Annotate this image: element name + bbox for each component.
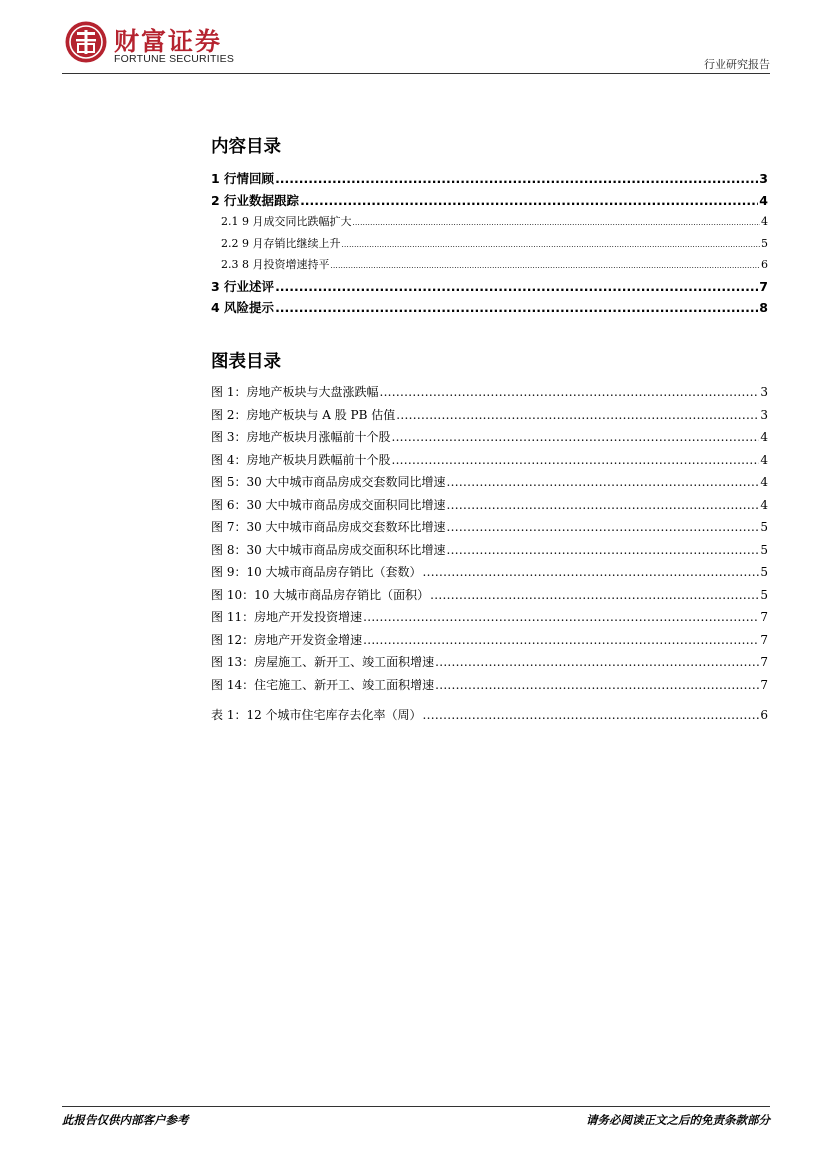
toc-entry-label: 2.3 8 月投资增速持平	[221, 258, 330, 271]
toc-subentry[interactable]	[211, 211, 768, 233]
figure-entry[interactable]	[211, 674, 768, 697]
figure-entry-page: 4	[760, 430, 768, 444]
toc-entry-label: 2.1 9 月成交同比跌幅扩大	[221, 215, 352, 228]
figure-entry[interactable]	[211, 539, 768, 562]
toc-entry-label: 2.2 9 月存销比继续上升	[221, 236, 341, 250]
figure-entry-label: 图 3：房地产板块月涨幅前十个股	[211, 430, 391, 444]
dot-leader	[447, 494, 760, 517]
figure-entry[interactable]	[211, 381, 768, 404]
toc-entry[interactable]	[211, 190, 768, 212]
figure-entry-label: 图 11：房地产开发投资增速	[211, 610, 363, 624]
tables-list	[211, 704, 768, 727]
figure-entry-page: 5	[760, 542, 768, 557]
figure-entry-page: 4	[760, 452, 768, 467]
dot-leader	[275, 276, 758, 298]
figure-entry-page: 3	[760, 407, 768, 422]
figure-entry-page: 5	[760, 520, 768, 534]
page-header	[62, 18, 770, 72]
dot-leader	[275, 168, 758, 190]
dot-leader	[275, 297, 758, 319]
figure-entry[interactable]	[211, 426, 768, 449]
toc-entry[interactable]	[211, 297, 768, 319]
dot-leader	[435, 674, 759, 697]
toc-entry-label: 4 风险提示	[211, 300, 275, 315]
dot-leader	[447, 516, 760, 539]
figure-entry-page: 7	[760, 655, 768, 669]
figure-entry[interactable]	[211, 471, 768, 494]
toc-entry-page: 8	[759, 300, 768, 315]
figure-entry-page: 5	[760, 565, 768, 579]
figure-entry[interactable]	[211, 629, 768, 652]
toc-entry[interactable]	[211, 168, 768, 190]
figure-entry-page: 5	[760, 587, 768, 602]
figure-entry[interactable]	[211, 584, 768, 607]
footer-divider	[62, 1106, 770, 1107]
figure-entry-label: 图 2：房地产板块与 A 股 PB 估值	[211, 407, 396, 422]
figure-entry-label: 图 6：30 大中城市商品房成交面积同比增速	[211, 497, 446, 512]
toc-entry-page: 3	[759, 171, 768, 186]
toc-entry-label: 3 行业述评	[211, 278, 275, 294]
report-type-label: 行业研究报告	[704, 58, 770, 71]
dot-leader	[331, 256, 761, 278]
contents-list	[211, 168, 768, 319]
figure-entry-page: 4	[760, 475, 768, 489]
toc-title: 内容目录	[211, 137, 281, 157]
figure-entry[interactable]	[211, 651, 768, 674]
figure-entry-page: 7	[760, 632, 768, 647]
figure-entry-label: 图 8：30 大中城市商品房成交面积环比增速	[211, 542, 446, 557]
figure-entry[interactable]	[211, 516, 768, 539]
figure-entry-page: 7	[760, 610, 768, 624]
dot-leader	[391, 449, 759, 472]
logo-english-name: FORTUNE SECURITIES	[114, 53, 235, 65]
figure-entry-page: 3	[760, 385, 768, 399]
dot-leader	[430, 584, 759, 607]
figure-entry-label: 图 13：房屋施工、新开工、竣工面积增速	[211, 655, 435, 669]
figures-list	[211, 381, 768, 696]
toc-entry-page: 6	[761, 258, 768, 271]
dot-leader	[435, 651, 759, 674]
dot-leader	[423, 561, 760, 584]
toc-entry-page: 5	[761, 236, 768, 250]
logo-chinese-name: 财富证券	[114, 27, 223, 56]
figure-entry-label: 图 12：房地产开发资金增速	[211, 632, 363, 647]
figure-entry-page: 7	[760, 677, 768, 692]
figure-entry-label: 图 9：10 大城市商品房存销比（套数）	[211, 565, 422, 579]
figure-entry-label: 图 14：住宅施工、新开工、竣工面积增速	[211, 677, 435, 692]
header-divider	[62, 73, 770, 74]
table-entry-page: 6	[760, 708, 768, 722]
toc-subentry[interactable]	[211, 254, 768, 276]
figure-entry[interactable]	[211, 494, 768, 517]
dot-leader	[379, 381, 759, 404]
dot-leader	[447, 539, 760, 562]
dot-leader	[423, 704, 760, 727]
footer-disclaimer-left: 此报告仅供内部客户参考	[62, 1113, 189, 1127]
figure-entry-label: 图 7：30 大中城市商品房成交套数环比增速	[211, 520, 446, 534]
figure-entry[interactable]	[211, 404, 768, 427]
figure-entry[interactable]	[211, 606, 768, 629]
table-entry[interactable]	[211, 704, 768, 727]
toc-entry-page: 4	[759, 192, 768, 208]
dot-leader	[342, 235, 761, 257]
fortune-seal-icon	[64, 20, 108, 64]
dot-leader	[396, 404, 759, 427]
toc-entry-page: 4	[761, 215, 768, 228]
figure-entry[interactable]	[211, 449, 768, 472]
figure-entry-label: 图 10：10 大城市商品房存销比（面积）	[211, 587, 430, 602]
dot-leader	[447, 471, 760, 494]
toc-entry-page: 7	[759, 278, 768, 294]
dot-leader	[300, 190, 758, 212]
figures-title: 图表目录	[211, 352, 281, 372]
figure-entry-label: 图 5：30 大中城市商品房成交套数同比增速	[211, 475, 446, 489]
figure-entry[interactable]	[211, 561, 768, 584]
table-entry-label: 表 1：12 个城市住宅库存去化率（周）	[211, 708, 422, 722]
toc-entry-label: 2 行业数据跟踪	[211, 192, 300, 208]
dot-leader	[391, 426, 759, 449]
toc-entry[interactable]	[211, 276, 768, 298]
figure-entry-label: 图 1：房地产板块与大盘涨跌幅	[211, 385, 379, 399]
dot-leader	[363, 629, 759, 652]
figure-entry-label: 图 4：房地产板块月跌幅前十个股	[211, 452, 391, 467]
toc-entry-label: 1 行情回顾	[211, 171, 275, 186]
footer-disclaimer-right: 请务必阅读正文之后的免责条款部分	[586, 1113, 770, 1127]
dot-leader	[353, 213, 761, 235]
figure-entry-page: 4	[760, 497, 768, 512]
dot-leader	[363, 606, 759, 629]
toc-subentry[interactable]	[211, 233, 768, 255]
